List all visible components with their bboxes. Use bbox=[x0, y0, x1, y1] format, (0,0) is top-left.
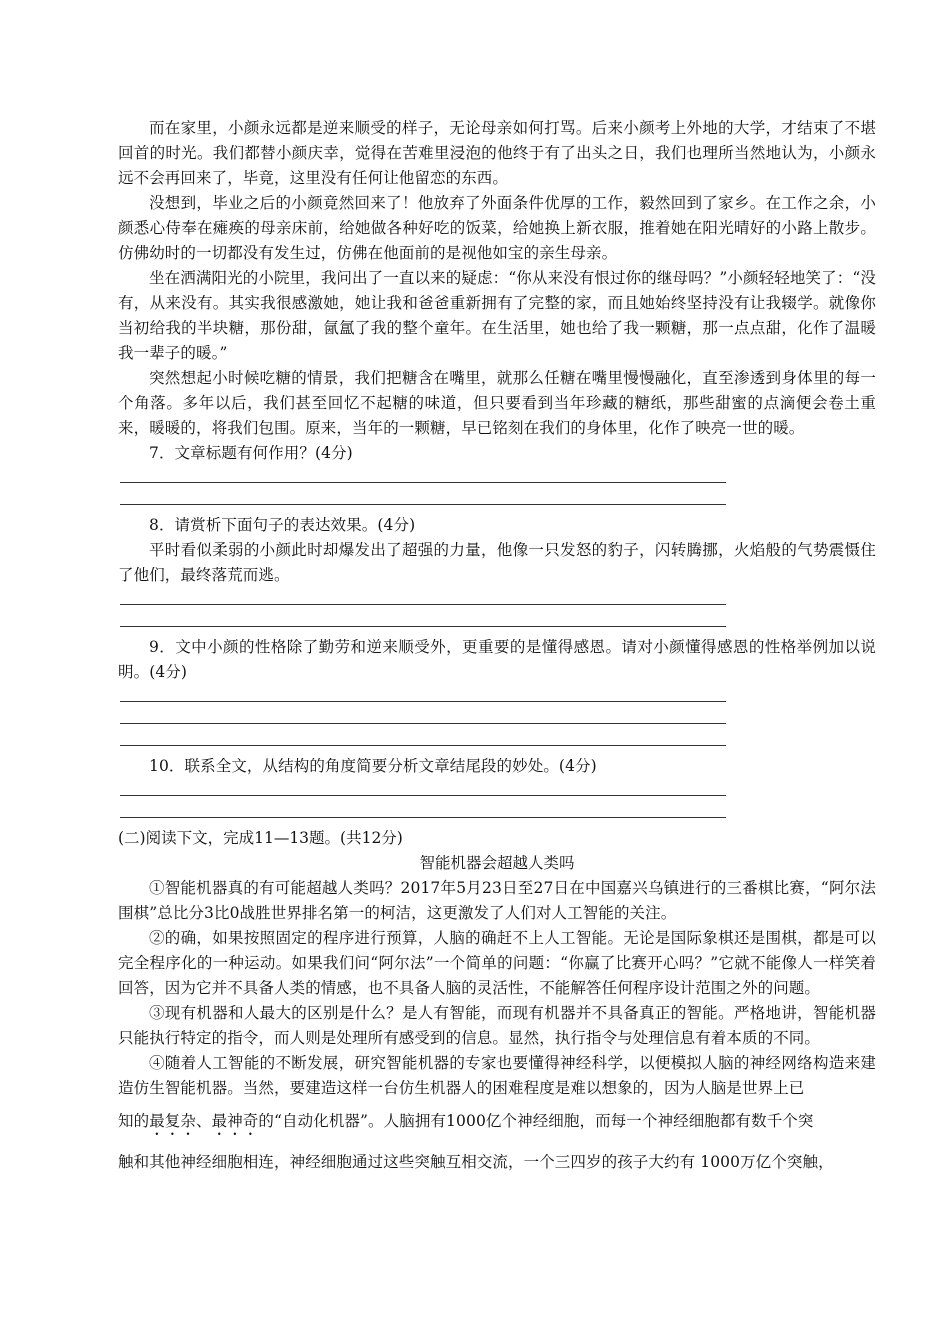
passage1-paragraph-4: 突然想起小时候吃糖的情景，我们把糖含在嘴里，就那么任糖在嘴里慢慢融化，直至渗透到身体里的每一个角落。多年以后，我们甚至回忆不起糖的味道，但只要看到当年珍藏的糖纸，那些甜蜜的点滴便会卷土重来，暖暖的，将我们包围。原来，当年的一颗糖，早已铭刻在我们的身体里，化作了映亮一世的暖。 bbox=[118, 369, 876, 437]
article-paragraph-2: ②的确，如果按照固定的程序进行预算，人脑的确赶不上人工智能。无论是国际象棋还是围棋，都是可以完全程序化的一种运动。如果我们问“阿尔法”一个简单的问题：“你赢了比赛开心吗？”它就不能像人一样笑着回答，因为它并不具备人类的情感，也不具备人脑的灵活性，不能解答任何程序设计范围之外的问题。 bbox=[118, 929, 876, 997]
passage1-paragraph-2: 没想到，毕业之后的小颜竟然回来了！他放弃了外面条件优厚的工作，毅然回到了家乡。在工作之余，小颜悉心侍奉在瘫痪的母亲床前，给她做各种好吃的饭菜，给她换上新衣服，推着她在阳光晴好的小路上散步。仿佛幼时的一切都没有发生过，仿佛在他面前的是视他如宝的亲生母亲。 bbox=[118, 194, 876, 262]
answer-area-9[interactable] bbox=[118, 685, 876, 754]
text-run: 的“自动化机器”。人脑拥有1000亿个神经细胞，而每一个神经细胞都有数千个突 bbox=[258, 1112, 814, 1130]
question-9: 9．文中小颜的性格除了勤劳和逆来顺受外，更重要的是懂得感恩。请对小颜懂得感恩的性格举例加以说明。(4分) bbox=[118, 638, 876, 681]
emphasized-text: 最复杂、最神奇 bbox=[149, 1112, 259, 1130]
answer-line bbox=[120, 795, 726, 796]
question-8: 8．请赏析下面句子的表达效果。(4分) bbox=[149, 516, 416, 534]
article-paragraph-4a: ④随着人工智能的不断发展，研究智能机器的专家也要懂得神经科学，以便模拟人脑的神经网络构造来建造仿生智能机器。当然，要建造这样一台仿生机器人的困难程度是难以想象的，因为人脑是世界上已 bbox=[118, 1054, 876, 1097]
article-paragraph-1: ①智能机器真的有可能超越人类吗？2017年5月23日至27日在中国嘉兴乌镇进行的三番棋比赛，“阿尔法围棋”总比分3比0战胜世界排名第一的柯洁，这更激发了人们对人工智能的关注。 bbox=[118, 879, 876, 922]
question-8-quote: 平时看似柔弱的小颜此时却爆发出了超强的力量，他像一只发怒的豹子，闪转腾挪，火焰般的气势震慑住了他们，最终落荒而逃。 bbox=[118, 541, 876, 584]
page-content bbox=[118, 116, 876, 1183]
answer-area-10[interactable] bbox=[118, 779, 876, 826]
article-paragraph-4c: 触和其他神经细胞相连，神经细胞通过这些突触互相交流，一个三四岁的孩子大约有 1000万亿个突触， bbox=[118, 1153, 834, 1171]
passage1-paragraph-1: 而在家里，小颜永远都是逆来顺受的样子，无论母亲如何打骂。后来小颜考上外地的大学，才结束了不堪回首的时光。我们都替小颜庆幸，觉得在苦难里浸泡的他终于有了出头之日，我们也理所当然地认为，小颜永远不会再回来了，毕竟，这里没有任何让他留恋的东西。 bbox=[118, 119, 876, 187]
section-2-label: (二)阅读下文，完成11—13题。(共12分) bbox=[118, 829, 403, 847]
passage1-paragraph-3: 坐在洒满阳光的小院里，我问出了一直以来的疑虑：“你从来没有恨过你的继母吗？”小颜轻轻地笑了：“没有，从来没有。其实我很感激她，她让我和爸爸重新拥有了完整的家，而且她始终坚持没有让我辍学。就像你当初给我的半块糖，那份甜，氤氲了我的整个童年。在生活里，她也给了我一颗糖，那一点点甜，化作了温暖我一辈子的暖。” bbox=[118, 269, 876, 362]
answer-line bbox=[120, 626, 726, 627]
answer-line bbox=[120, 745, 726, 746]
answer-line bbox=[120, 817, 726, 818]
answer-line bbox=[120, 723, 726, 724]
answer-line bbox=[120, 504, 726, 505]
article-paragraph-3: ③现有机器和人最大的区别是什么？是人有智能，而现有机器并不具备真正的智能。严格地讲，智能机器只能执行特定的指令，而人则是处理所有感受到的信息。显然，执行指令与处理信息有着本质的不同。 bbox=[118, 1004, 876, 1047]
answer-line bbox=[120, 482, 726, 483]
article-title: 智能机器会超越人类吗 bbox=[419, 854, 575, 872]
question-7: 7．文章标题有何作用？(4分) bbox=[149, 444, 353, 462]
text-run: 知的 bbox=[118, 1112, 150, 1130]
answer-area-7[interactable] bbox=[118, 466, 876, 513]
question-10: 10．联系全文，从结构的角度简要分析文章结尾段的妙处。(4分) bbox=[149, 757, 597, 775]
article-paragraph-4b bbox=[118, 1101, 876, 1142]
answer-line bbox=[120, 604, 726, 605]
answer-line bbox=[120, 701, 726, 702]
answer-area-8[interactable] bbox=[118, 588, 876, 635]
